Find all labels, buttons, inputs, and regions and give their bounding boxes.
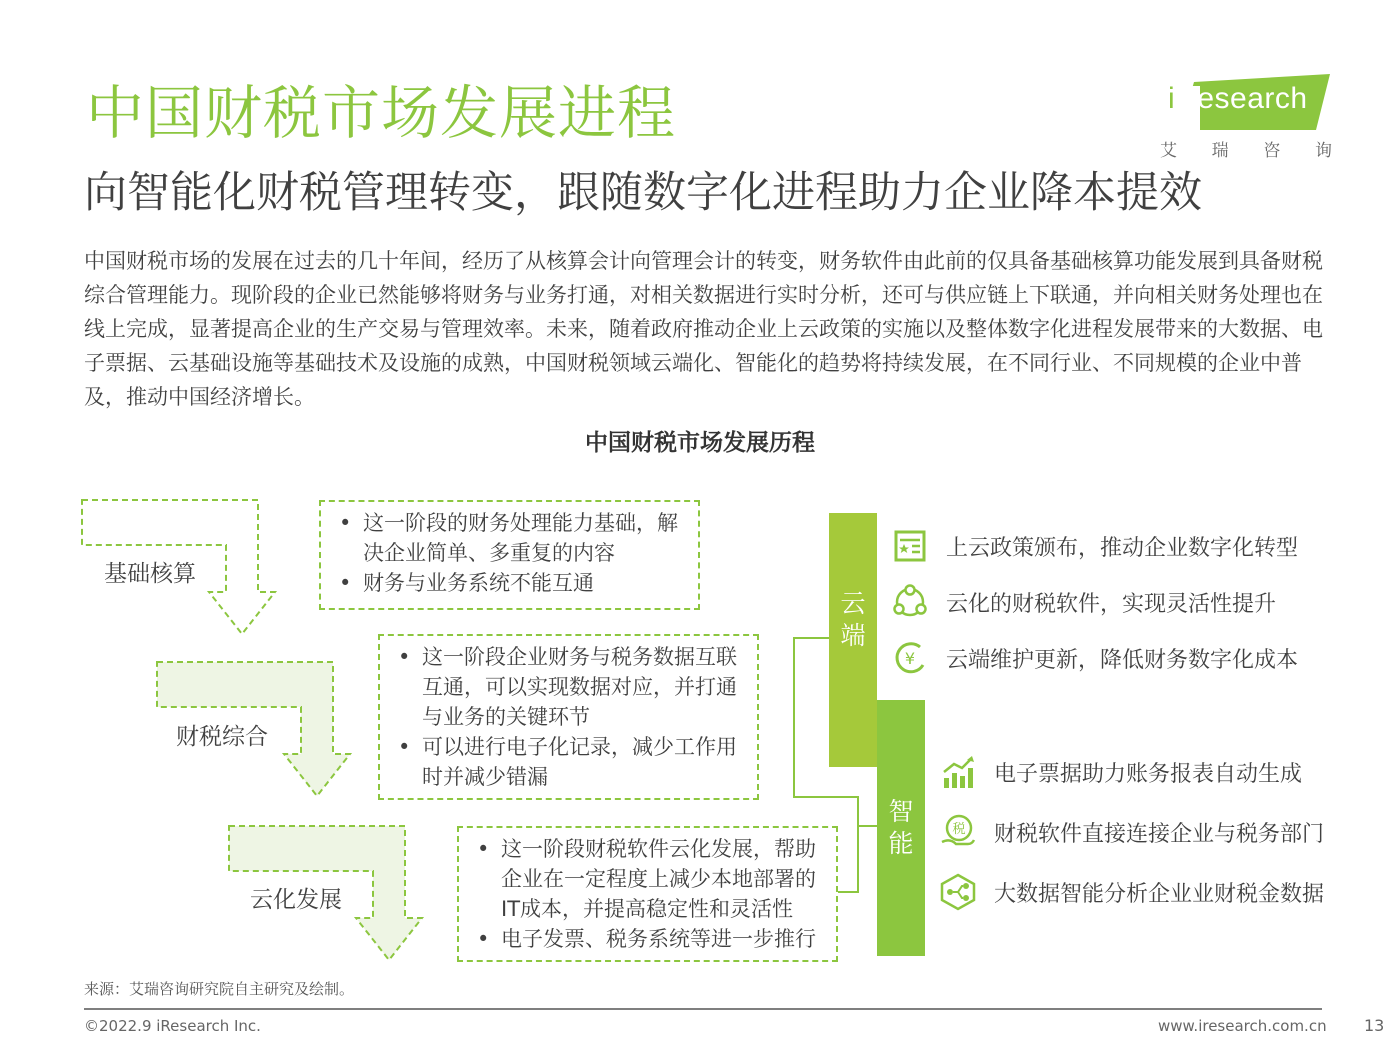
data-circuit-icon (936, 870, 980, 914)
logo-char: 艾 (1160, 141, 1177, 161)
cloud-feature-3-text: 云端维护更新，降低财务数字化成本 (946, 647, 1299, 673)
stage-3-point-2: • 电子发票、税务系统等进一步推行 (473, 924, 822, 954)
tax-hand-icon (936, 810, 980, 854)
smart-bar-char: 智 (888, 797, 914, 826)
logo-char: 瑞 (1211, 141, 1229, 161)
cloud-feature-1-text: 上云政策颁布，推动企业数字化转型 (946, 535, 1299, 561)
intro-paragraph: 中国财税市场的发展在过去的几十年间，经历了从核算会计向管理会计的转变，财务软件由此前的仅具备基础核算功能发展到具备财税综合管理能力。现阶段的企业已然能够将财务与业务打通，对相关数据进行实时分析，还可与供应链上下联通，并向相关财务处理也在线上完成，显著提高企业的生产交易与管理效率。未来，随着政府推动企业上云政策的实施以及整体数字化进程发展带来的大数据、电子票据、云基础设施等基础技术及设施的成熟，中国财税领域云端化、智能化的趋势将持续发展，在不同行业、不同规模的企业中普及，推动中国经济增长。 (84, 249, 1323, 409)
policy-document-icon (888, 524, 932, 568)
smart-feature-2 (936, 810, 1324, 854)
logo-char: 咨 (1263, 141, 1281, 161)
cloud-bar-char: 端 (840, 621, 866, 650)
smart-bar-char: 能 (888, 829, 914, 858)
stage-3-point-1: • 这一阶段财税软件云化发展，帮助企业在一定程度上减少本地部署的IT成本，并提高稳定性和灵活性 (473, 834, 822, 924)
cloud-feature-1 (888, 524, 1298, 568)
stage-desc-box-1 (319, 500, 700, 610)
stage-label-3: 云化发展 (250, 887, 342, 913)
page-subtitle: 向智能化财税管理转变，跟随数字化进程助力企业降本提效 (84, 168, 1202, 218)
stage-2-point-2: • 可以进行电子化记录，减少工作用时并减少错漏 (394, 732, 743, 792)
logo-i: i (1168, 82, 1176, 115)
cloud-feature-2-text: 云化的财税软件，实现灵活性提升 (946, 591, 1277, 617)
stage-1-point-2: • 财务与业务系统不能互通 (335, 568, 684, 598)
stage-2-point-1: • 这一阶段企业财务与税务数据互联互通，可以实现数据对应，并打通与业务的关键环节 (394, 642, 743, 732)
logo-research: Research (1175, 82, 1308, 115)
smart-feature-3-text: 大数据智能分析企业业财税金数据 (994, 881, 1325, 907)
stage-label-2: 财税综合 (176, 724, 268, 750)
website-link[interactable]: www.iresearch.com.cn (1158, 1017, 1327, 1035)
page-number: 13 (1364, 1016, 1385, 1035)
cloud-network-icon (888, 580, 932, 624)
svg-text:税: 税 (952, 822, 966, 837)
stage-desc-box-3 (457, 826, 838, 962)
cloud-bar-char: 云 (840, 589, 866, 618)
footer-divider (84, 1008, 1322, 1010)
cloud-bar (829, 513, 877, 767)
copyright: ©2022.9 iResearch Inc. (84, 1017, 261, 1035)
page-title: 中国财税市场发展进程 (86, 79, 677, 147)
logo-char: 询 (1314, 141, 1332, 161)
diagram-title: 中国财税市场发展历程 (585, 430, 815, 456)
smart-feature-1-text: 电子票据助力账务报表自动生成 (994, 761, 1303, 787)
smart-feature-1 (936, 750, 1302, 794)
growth-chart-icon (936, 750, 980, 794)
smart-feature-2-text: 财税软件直接连接企业与税务部门 (994, 821, 1325, 847)
cloud-feature-2 (888, 580, 1276, 624)
stage-1-point-1: • 这一阶段的财务处理能力基础，解决企业简单、多重复的内容 (335, 508, 684, 568)
stage-label-1: 基础核算 (104, 561, 196, 587)
yen-coin-icon (888, 636, 932, 680)
stage-desc-box-2 (378, 634, 759, 800)
smart-bar (877, 700, 925, 956)
source-note: 来源：艾瑞咨询研究院自主研究及绘制。 (84, 980, 355, 998)
smart-feature-3 (936, 870, 1324, 914)
cloud-feature-3 (888, 636, 1298, 680)
svg-text:¥: ¥ (904, 649, 916, 668)
